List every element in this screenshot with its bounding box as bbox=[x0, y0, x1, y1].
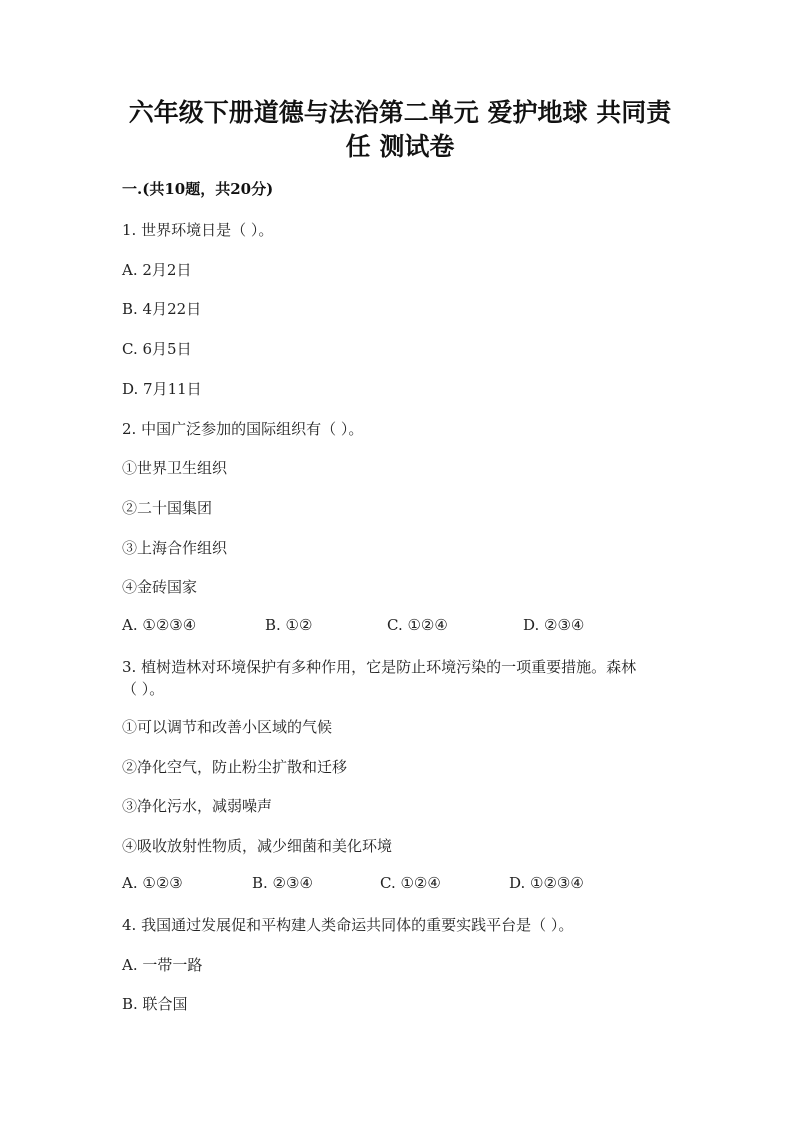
question-3-item-2: ②净化空气，防止粉尘扩散和迁移 bbox=[122, 758, 348, 776]
question-4-stem: 4. 我国通过发展促和平构建人类命运共同体的重要实践平台是（ ）。 bbox=[122, 916, 574, 934]
question-3-option-b: B. ②③④ bbox=[252, 874, 313, 892]
question-1-stem: 1. 世界环境日是（ ）。 bbox=[122, 221, 274, 239]
question-3-item-4: ④吸收放射性物质，减少细菌和美化环境 bbox=[122, 837, 393, 855]
question-4-option-b: B. 联合国 bbox=[122, 995, 188, 1013]
question-3-stem-line-2: （ ）。 bbox=[122, 680, 165, 698]
question-2-option-d: D. ②③④ bbox=[523, 616, 585, 634]
question-2-option-b: B. ①② bbox=[265, 616, 313, 634]
question-2-item-2: ②二十国集团 bbox=[122, 499, 213, 517]
page-title bbox=[100, 96, 700, 164]
question-2-option-a: A. ①②③④ bbox=[122, 616, 197, 634]
question-3-item-3: ③净化污水，减弱噪声 bbox=[122, 797, 273, 815]
question-3-option-d: D. ①②③④ bbox=[509, 874, 584, 892]
question-2-item-1: ①世界卫生组织 bbox=[122, 459, 228, 477]
question-1-option-a: A. 2月2日 bbox=[122, 261, 192, 279]
question-3-stem-line-1: 3. 植树造林对环境保护有多种作用，它是防止环境污染的一项重要措施。森林 bbox=[122, 658, 637, 676]
question-2-item-3: ③上海合作组织 bbox=[122, 539, 228, 557]
question-2-item-4: ④金砖国家 bbox=[122, 578, 198, 596]
title-line-2: 任 测试卷 bbox=[345, 132, 455, 161]
section-header: 一.(共10题，共20分) bbox=[122, 180, 274, 198]
question-4-option-a: A. 一带一路 bbox=[122, 956, 203, 974]
question-1-option-c: C. 6月5日 bbox=[122, 340, 192, 358]
title-line-1: 六年级下册道德与法治第二单元 爱护地球 共同责 bbox=[128, 98, 672, 127]
question-2-stem: 2. 中国广泛参加的国际组织有（ ）。 bbox=[122, 420, 364, 438]
question-2-option-c: C. ①②④ bbox=[387, 616, 448, 634]
question-3-option-a: A. ①②③ bbox=[122, 874, 183, 892]
question-3-item-1: ①可以调节和改善小区域的气候 bbox=[122, 718, 333, 736]
question-1-option-b: B. 4月22日 bbox=[122, 300, 202, 318]
question-3-option-c: C. ①②④ bbox=[380, 874, 441, 892]
question-1-option-d: D. 7月11日 bbox=[122, 380, 202, 398]
